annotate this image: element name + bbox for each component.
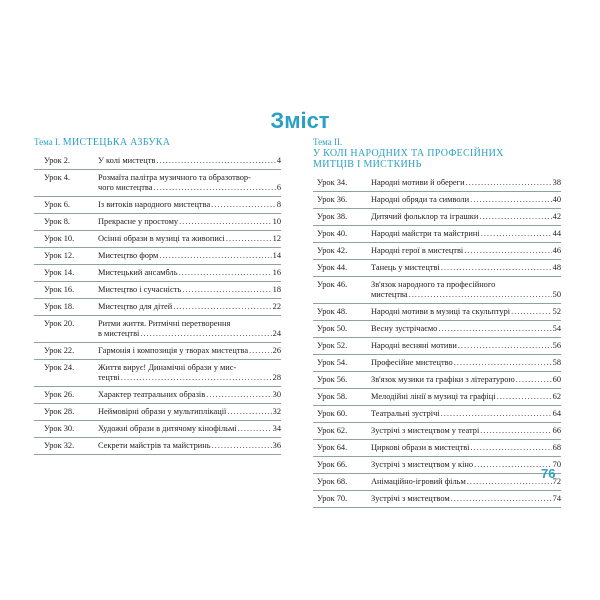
dot-leader [454,358,552,368]
theme-heading [313,137,561,170]
lesson-number: Урок 34. [317,178,348,187]
entry-title: Секрети майстрів та майстринь [98,441,211,450]
entry-title: Зустрічі з мистецтвом у театрі [371,426,480,435]
entry-page-number: 50 [552,290,561,299]
dot-leader [516,375,552,385]
dot-leader [226,234,272,244]
entry-title: Гармонія і композиція у творах мистецтва [98,346,249,355]
dot-leader [480,426,551,436]
toc-entry[interactable] [313,491,561,508]
dot-leader [470,195,552,205]
lesson-number: Урок 40. [317,229,348,238]
dot-leader [182,285,271,295]
entry-page-number: 60 [552,375,561,384]
entry-title: Із витоків народного мистецтва [98,200,211,209]
toc-column-right [313,137,561,508]
entry-title-line: Розмаїта палітра музичного та образотвор- [98,173,251,182]
dot-leader [179,217,272,227]
entry-page-number: 72 [552,477,561,486]
lesson-number: Урок 48. [317,307,348,316]
dot-leader [438,324,551,334]
entry-title: Народні весняні мотиви [371,341,457,350]
lesson-number: Урок 62. [317,426,348,435]
theme-title: У КОЛІ НАРОДНИХ ТА ПРОФЕСІЙНИХ МИТЦІВ І МИСТКИНЬ [313,148,504,170]
dot-leader [140,329,271,339]
entry-page-number: 44 [552,229,561,238]
lesson-number: Урок 18. [44,302,75,311]
toc-entry[interactable] [34,231,281,248]
entry-title-line: Життя вирує! Динамічні образи у мис- [98,363,237,372]
lesson-number: Урок 26. [44,390,75,399]
dot-leader [179,268,272,278]
entry-title: Прекрасне у простому [98,217,179,226]
entry-title: Народні обряди та символи [371,195,470,204]
entry-title-line: Зв'язок народного та професійного [371,280,496,289]
entry-title: Неймовірні образи у мультиплікації [98,407,227,416]
toc-entry[interactable] [313,243,561,260]
entry-title: Зустрічі з мистецтвом у кіно [371,460,474,469]
entry-title: тецтві [98,373,120,382]
entry-title: Мелодійні лінії в музиці та графіці [371,392,496,401]
dot-leader [464,246,551,256]
entry-page-number: 4 [276,156,281,165]
lesson-number: Урок 30. [44,424,75,433]
lesson-number: Урок 64. [317,443,348,452]
lesson-number: Урок 68. [317,477,348,486]
lesson-number: Урок 28. [44,407,75,416]
entry-page-number: 22 [272,302,281,311]
theme-heading [34,137,281,148]
lesson-number: Урок 70. [317,494,348,503]
entry-page-number: 48 [552,263,561,272]
entry-title: чого мистецтва [98,183,153,192]
entry-title: Народні мотиви в музиці та скульптурі [371,307,511,316]
entry-page-number: 54 [552,324,561,333]
theme-label: Тема II. [313,137,343,147]
lesson-number: Урок 60. [317,409,348,418]
toc-entry[interactable] [34,265,281,282]
toc-entry[interactable] [34,421,281,438]
toc-entry[interactable] [313,440,561,457]
toc-entry[interactable] [313,372,561,389]
entry-title: Весну зустрічаємо [371,324,438,333]
entry-title: Циркові образи в мистецтві [371,443,470,452]
toc-entry[interactable] [34,404,281,421]
toc-entry[interactable] [313,474,561,491]
dot-leader [206,390,271,400]
toc-entry[interactable] [34,360,281,387]
entry-page-number: 68 [552,443,561,452]
lesson-number: Урок 22. [44,346,75,355]
entry-title: мистецтва [371,290,408,299]
dot-leader [212,441,272,451]
toc-entry[interactable] [34,387,281,404]
entry-page-number: 38 [552,178,561,187]
toc-column-left [34,137,281,455]
dot-leader [497,392,552,402]
lesson-number: Урок 6. [44,200,71,209]
dot-leader [471,443,552,453]
entry-title: Характер театральних образів [98,390,206,399]
entry-title: Осінні образи в музиці та живописі [98,234,225,243]
toc-entry[interactable] [34,248,281,265]
entry-title: Мистецтво форм [98,251,159,260]
toc-list [34,153,281,455]
entry-title: Зв'язок музики та графіки з літературою [371,375,515,384]
page-title: Зміст [270,108,330,133]
toc-entry[interactable] [313,338,561,355]
lesson-number: Урок 8. [44,217,71,226]
entry-title: Народні майстри та майстрині [371,229,480,238]
toc-entry[interactable] [34,153,281,170]
toc-entry[interactable] [34,316,281,343]
entry-page-number: 10 [272,217,281,226]
toc-entry[interactable] [313,175,561,192]
toc-entry[interactable] [313,277,561,304]
lesson-number: Урок 12. [44,251,75,260]
dot-leader [466,178,552,188]
toc-entry[interactable] [313,226,561,243]
dot-leader [121,373,272,383]
entry-page-number: 42 [552,212,561,221]
dot-leader [451,494,552,504]
entry-title: Мистецтво і сучасність [98,285,182,294]
lesson-number: Урок 44. [317,263,348,272]
lesson-number: Урок 16. [44,285,75,294]
entry-page-number: 6 [276,183,281,192]
toc-entry[interactable] [313,304,561,321]
entry-title-line: Ритми життя. Ритмічні перетворення [98,319,231,328]
entry-page-number: 30 [272,390,281,399]
lesson-number: Урок 46. [317,280,348,289]
toc-list [313,175,561,508]
dot-leader [156,156,275,166]
toc-entry[interactable] [313,209,561,226]
entry-page-number: 14 [272,251,281,260]
toc-entry[interactable] [34,282,281,299]
dot-leader [479,212,551,222]
toc-entry[interactable] [34,170,281,197]
lesson-number: Урок 36. [317,195,348,204]
toc-entry[interactable] [313,406,561,423]
entry-page-number: 40 [552,195,561,204]
dot-leader [511,307,551,317]
entry-page-number: 16 [272,268,281,277]
theme-title: МИСТЕЦЬКА АЗБУКА [62,137,171,148]
toc-entry[interactable] [34,299,281,316]
dot-leader [441,263,552,273]
toc-entry[interactable] [313,321,561,338]
dot-leader [238,424,272,434]
entry-title: Театральні зустрічі [371,409,440,418]
lesson-number: Урок 58. [317,392,348,401]
dot-leader [474,460,552,470]
lesson-number: Урок 24. [44,363,75,372]
dot-leader [173,302,271,312]
entry-page-number: 28 [272,373,281,382]
dot-leader [249,346,272,356]
lesson-number: Урок 38. [317,212,348,221]
entry-title: У колі мистецтв [98,156,156,165]
entry-page-number: 58 [552,358,561,367]
toc-entry[interactable] [34,343,281,360]
dot-leader [467,477,552,487]
entry-title: Народні герої в мистецтві [371,246,464,255]
lesson-number: Урок 42. [317,246,348,255]
entry-page-number: 46 [552,246,561,255]
entry-page-number: 70 [552,460,561,469]
lesson-number: Урок 56. [317,375,348,384]
dot-leader [154,183,276,193]
entry-title: Танець у мистецтві [371,263,440,272]
entry-page-number: 34 [272,424,281,433]
entry-title: Дитячий фольклор та іграшки [371,212,479,221]
theme-label: Тема I. [34,137,61,147]
dot-leader [441,409,552,419]
lesson-number: Урок 32. [44,441,75,450]
toc-entry[interactable] [313,423,561,440]
entry-title: Зустрічі з мистецтвом [371,494,450,503]
entry-page-number: 18 [272,285,281,294]
lesson-number: Урок 14. [44,268,75,277]
entry-title: в мистецтві [98,329,140,338]
entry-page-number: 24 [272,329,281,338]
toc-entry[interactable] [313,457,561,474]
dot-leader [481,229,552,239]
entry-page-number: 62 [552,392,561,401]
toc-entry[interactable] [313,389,561,406]
entry-page-number: 74 [552,494,561,503]
toc-entry[interactable] [313,192,561,209]
toc-entry[interactable] [313,260,561,277]
entry-page-number: 12 [272,234,281,243]
entry-page-number: 66 [552,426,561,435]
entry-page-number: 26 [272,346,281,355]
lesson-number: Урок 50. [317,324,348,333]
entry-title: Анімаційно-ігровий фільм [371,477,466,486]
entry-title: Професійне мистецтво [371,358,453,367]
lesson-number: Урок 54. [317,358,348,367]
dot-leader [159,251,271,261]
entry-title: Народні мотиви й обереги [371,178,465,187]
dot-leader [211,200,276,210]
toc-entry[interactable] [313,355,561,372]
entry-title: Мистецтво для дітей [98,302,173,311]
lesson-number: Урок 4. [44,173,71,182]
toc-entry[interactable] [34,197,281,214]
dot-leader [458,341,552,351]
lesson-number: Урок 10. [44,234,75,243]
toc-entry[interactable] [34,438,281,455]
entry-title: Мистецький ансамбль [98,268,178,277]
toc-entry[interactable] [34,214,281,231]
dot-leader [227,407,271,417]
lesson-number: Урок 2. [44,156,71,165]
entry-page-number: 36 [272,441,281,450]
lesson-number: Урок 20. [44,319,75,328]
entry-page-number: 64 [552,409,561,418]
lesson-number: Урок 52. [317,341,348,350]
dot-leader [409,290,552,300]
entry-page-number: 52 [552,307,561,316]
page-number: 76 [541,466,556,481]
entry-page-number: 56 [552,341,561,350]
entry-title: Художні образи в дитячому кінофільмі [98,424,237,433]
entry-page-number: 32 [272,407,281,416]
lesson-number: Урок 66. [317,460,348,469]
entry-page-number: 8 [276,200,281,209]
